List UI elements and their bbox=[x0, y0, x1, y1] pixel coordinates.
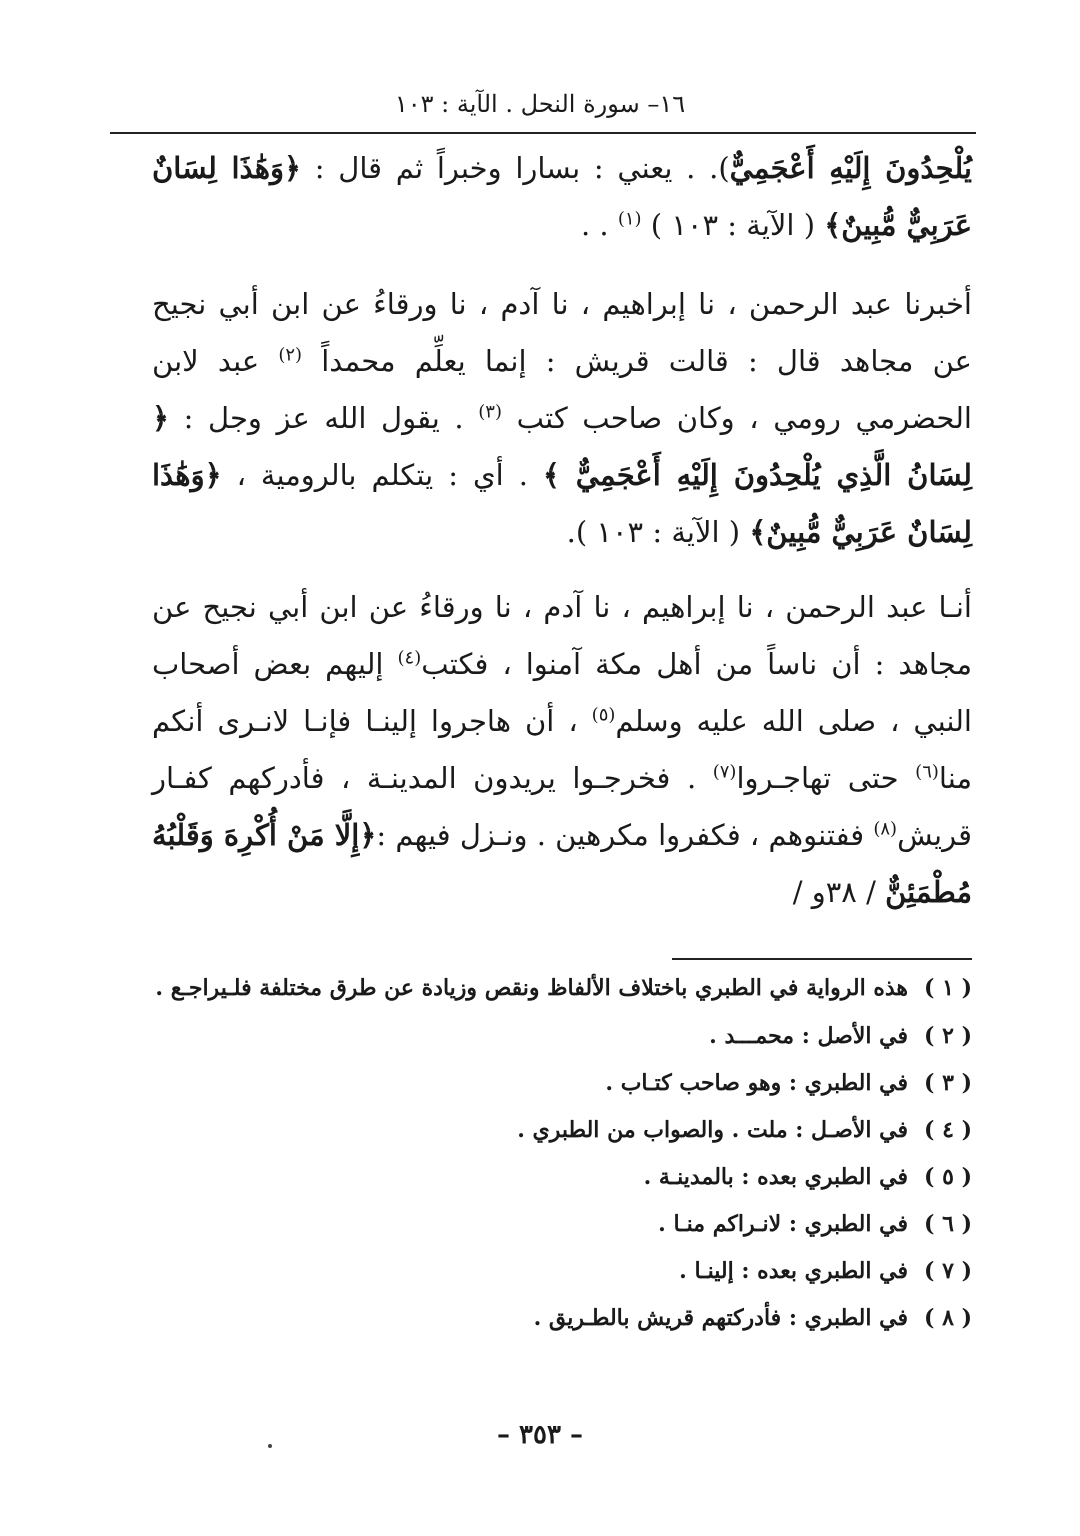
footnote-ref: (٨) bbox=[873, 818, 898, 840]
footnote-rule bbox=[672, 958, 972, 960]
text-run: أنـا عبد الرحمن ، نا إبراهيم ، نا آدم ، نا ورقاءُ عن ابن أبي نجيح عن مجاهد : أن ناساً من أهل مكة آمنوا ، فكتب bbox=[152, 590, 972, 681]
footnote-ref: (٤) bbox=[397, 647, 422, 669]
footnote-text: هذه الرواية في الطبري باختلاف الألفاظ ونقص وزيادة عن طرق مختلفة فلـيراجـع . bbox=[155, 975, 909, 1001]
page-number: – ٣٥٣ – bbox=[496, 1420, 584, 1450]
text-run: . فخرجـوا يريدون المدينـة ، فأدركهم كفـار قريش bbox=[152, 761, 972, 852]
text-run: ( الآية : ١٠٣ ). bbox=[566, 515, 750, 549]
running-header: ١٦– سورة النحل . الآية : ١٠٣ bbox=[394, 90, 686, 118]
footnote-number: ( ٦ ) bbox=[924, 1211, 972, 1237]
text-run: . أي : يتكلم بالرومية ، bbox=[221, 458, 543, 492]
footnote-text: في الطبري : لانـراكم منـا . bbox=[658, 1211, 909, 1237]
main-text bbox=[152, 140, 972, 939]
quran-quote: ﴿وَهَٰذَا لِسَانٌ عَرَبِيٌّ مُّبِينٌ﴾ bbox=[152, 151, 972, 242]
footnote-text: في الطبري بعده : إلينـا . bbox=[679, 1258, 909, 1284]
footnote-item bbox=[152, 1107, 972, 1154]
footnote-number: ( ٢ ) bbox=[924, 1023, 972, 1049]
text-run: إليهم بعض أصحاب النبي ، صلى الله عليه وسلم bbox=[152, 647, 972, 738]
quran-quote: ﴿وَهَٰذَا لِسَانٌ عَرَبِيٌّ مُّبِينٌ﴾ bbox=[152, 458, 972, 549]
footnote-text: في الطبري : فأدركتهم قريش بالطـريق . bbox=[533, 1305, 909, 1331]
footnote-item bbox=[152, 968, 972, 1008]
footnote-text: في الطبري : وهو صاحب كتـاب . bbox=[605, 1070, 909, 1096]
text-run: ( الآية : ١٠٣ ) bbox=[641, 208, 825, 242]
footnote-text: في الأصـل : ملت . والصواب من الطبري . bbox=[517, 1117, 909, 1143]
quran-quote: ﴿ لِسَانُ الَّذِي يُلْحِدُونَ إِلَيْهِ أَعْجَمِيٌّ ﴾ bbox=[152, 401, 972, 492]
footnote-text: في الأصل : محمـــد . bbox=[709, 1023, 909, 1049]
quran-quote: ﴿إِلَّا مَنْ أُكْرِهَ وَقَلْبُهُ مُطْمَئِنٌّ bbox=[152, 818, 972, 909]
folio-marker: / ٣٨و / bbox=[792, 875, 886, 909]
text-run: عبد لابن الحضرمي رومي ، وكان صاحب كتب bbox=[152, 344, 972, 435]
quran-quote: يُلْحِدُونَ إِلَيْهِ أَعْجَمِيٌّ bbox=[729, 151, 972, 185]
footnote-ref: (٦) bbox=[915, 761, 939, 783]
text-run: حتى تهاجـروا bbox=[736, 761, 916, 795]
text-run: أخبرنا عبد الرحمن ، نا إبراهيم ، نا آدم ، نا ورقاءُ عن ابن أبي نجيح عن مجاهد قال : قالت قريش : إنما يعلِّم محمداً bbox=[152, 287, 972, 378]
footnote-text: في الطبري بعده : بالمدينـة . bbox=[643, 1164, 909, 1190]
text-run: ، أن هاجروا إلينـا فإنـا لانـرى أنكم منا bbox=[152, 704, 973, 795]
text-run: . يقول الله عز وجل : bbox=[169, 401, 479, 435]
header-rule bbox=[110, 132, 976, 134]
footnotes bbox=[152, 968, 972, 1342]
footnote-item bbox=[152, 1201, 972, 1248]
footnote-item bbox=[152, 1060, 972, 1107]
footnote-ref: (١) bbox=[617, 208, 642, 230]
footnote-item bbox=[152, 1154, 972, 1201]
footnote-number: ( ١ ) bbox=[924, 975, 972, 1001]
footnote-ref: (٢) bbox=[278, 344, 303, 366]
text-run: . . bbox=[580, 208, 618, 242]
footnote-number: ( ٨ ) bbox=[924, 1305, 972, 1331]
footnote-item bbox=[152, 1248, 972, 1295]
print-speck bbox=[268, 1444, 272, 1448]
footnote-ref: (٧) bbox=[712, 761, 737, 783]
footnote-number: ( ٥ ) bbox=[924, 1164, 972, 1190]
footnote-ref: (٣) bbox=[478, 401, 502, 423]
text-run: ففتنوهم ، فكفروا مكرهين . ونـزل فيهم : bbox=[376, 818, 874, 852]
paragraph-3 bbox=[152, 579, 972, 921]
footnote-number: ( ٣ ) bbox=[924, 1070, 972, 1096]
footnote-item bbox=[152, 1013, 972, 1060]
footnote-item bbox=[152, 1295, 972, 1342]
text-run: ). . يعني : بسارا وخبراً ثم قال : bbox=[301, 151, 730, 185]
footnote-number: ( ٤ ) bbox=[924, 1117, 972, 1143]
paragraph-1 bbox=[152, 140, 972, 254]
footnote-ref: (٥) bbox=[591, 704, 616, 726]
paragraph-2 bbox=[152, 276, 972, 561]
footnote-number: ( ٧ ) bbox=[924, 1258, 972, 1284]
